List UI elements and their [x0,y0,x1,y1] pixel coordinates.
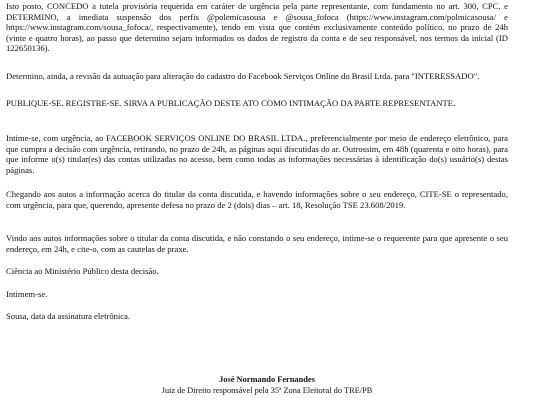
signature-role: Juiz de Direito responsável pela 35ª Zona Eleitoral do TRE/PB [161,386,373,395]
paragraph-tutela-concedida: Isto posto, CONCEDO a tutela provisória requerida em caráter de urgência pela parte representante, com fundamento no art. 300, CPC, e DETERMINO, a imediata suspensão dos perfis @polemicasousa e @sousa_fofoca (https://www.instagram.com/polmicasousa/ e https://www.instagram.com/sousa_fofoca/, respectivamente), tendo em vista que contém exclusivamente conteúdo político, no prazo de 24h (vinte e quatro horas), ao passo que determino sejam informados os dados de registro da conta e de seu responsável, nos termos da inicial (ID 122650136). [6,1,508,53]
paragraph-intimacao-requerente: Vindo aos autos informações sobre o titular da conta discutida, e não constando o seu endereço, intime-se o requerente para que apresente o seu endereço, em 24h, e cite-o, com as cautelas de praxe. [6,233,508,254]
paragraph-local-data: Sousa, data da assinatura eletrônica. [6,311,131,321]
paragraph-citacao-representado: Chegando aos autos a informação acerca do titular da conta discutida, e havendo informações sobre o seu endereço, CITE-SE o representado, com urgência, para que, querendo, apresente defesa no prazo de 2 (dois) dias – art. 18, Resolução TSE 23.608/2019. [6,189,508,210]
paragraph-intimacao-facebook: Intime-se, com urgência, ao FACEBOOK SERVIÇOS ONLINE DO BRASIL LTDA., preferencialmente por meio de endereço eletrônico, para que cumpra a decisão com urgência, retirando, no prazo de 24h, as páginas aqui discutidas do ar. Outrossim, em 48h (quarenta e oito horas), para que informe o(s) titular(es) das contas utilizadas no acesso, bem como todas as informações necessárias à identificação do(s) usuário(s) destas páginas. [6,133,508,175]
paragraph-ciencia-mp: Ciência ao Ministério Público desta decisão. [6,266,159,276]
paragraph-intimem-se: Intimem-se. [6,289,48,299]
signature-name: José Normando Fernandes [219,375,315,384]
paragraph-publique-se: PUBLIQUE-SE. REGISTRE-SE. SIRVA A PUBLICAÇÃO DESTE ATO COMO INTIMAÇÃO DA PARTE REPRESENTANTE. [6,98,456,108]
paragraph-revisao-autuacao: Determino, ainda, a revisão da autuação para alteração do cadastro do Facebook Serviços Online do Brasil Ltda. para "INTERESSADO". [6,71,480,81]
